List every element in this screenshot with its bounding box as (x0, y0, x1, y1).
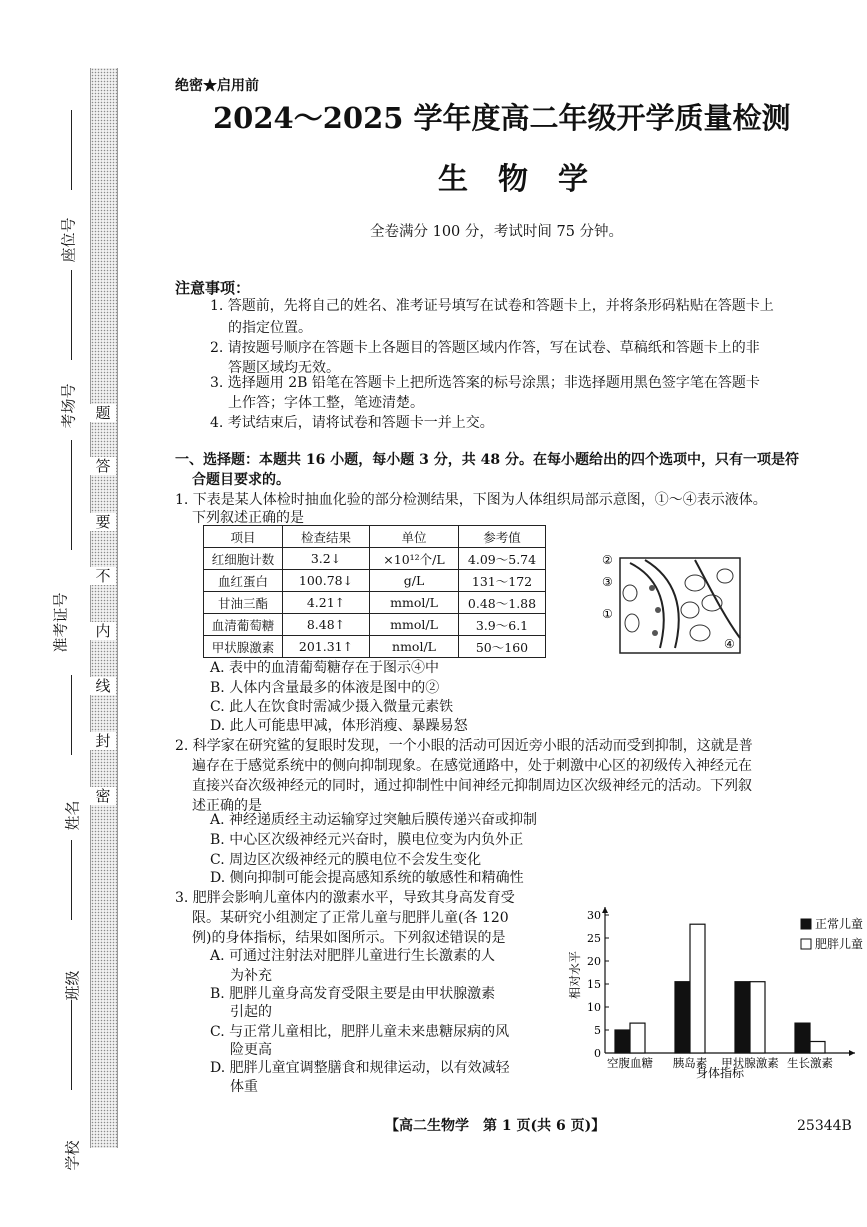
secret-mark: 绝密★启用前 (175, 78, 259, 94)
blood-cell (649, 585, 655, 591)
q3-bar-chart (565, 895, 865, 1085)
q1-option-d: D. 此人可能患甲减，体形消瘦、暴躁易怒 (210, 718, 468, 734)
table-cell: 4.21↑ (283, 592, 370, 614)
blood-cell (655, 607, 661, 613)
notice-line: 3. 选择题用 2B 铅笔在答题卡上把所选答案的标号涂黑；非选择题用黑色签字笔在答题卡 (210, 375, 760, 391)
q2-stem: 直接兴奋次级神经元的同时，通过抑制性中间神经元抑制周边区次级神经元的活动。下列叙 (192, 778, 752, 794)
q1-stem: 1. 下表是某人体检时抽血化验的部分检测结果，下图为人体组织局部示意图，①～④表示液体。 (175, 492, 767, 508)
room-label: 考场号 (59, 383, 78, 429)
name-label: 姓名 (63, 800, 82, 831)
school-label: 学校 (63, 1140, 82, 1171)
table-cell: 血红蛋白 (204, 570, 283, 592)
chart-ytick-label: 20 (587, 955, 601, 968)
section-heading: 一、选择题：本题共 16 小题，每小题 3 分，共 48 分。在每小题给出的四个选项中，只有一项是符 (175, 452, 799, 468)
seal-char: 要 (90, 513, 116, 531)
table-cell: 甘油三酯 (204, 592, 283, 614)
table-cell: 红细胞计数 (204, 548, 283, 570)
chart-bar (795, 1023, 810, 1053)
chart-ytick-label: 15 (587, 978, 601, 991)
legend-swatch-obese (801, 939, 811, 949)
table-header: 单位 (370, 526, 459, 548)
notice-line: 1. 答题前，先将自己的姓名、准考证号填写在试卷和答题卡上，并将条形码粘贴在答题卡上 (210, 298, 774, 314)
binding-strip (90, 68, 118, 1148)
blood-cell (652, 630, 658, 636)
score-info: 全卷满分 100 分，考试时间 75 分钟。 (370, 224, 624, 240)
chart-y-arrow (602, 907, 608, 913)
table-cell: 131～172 (459, 570, 546, 592)
chart-category-label: 甲状腺激素 (721, 1056, 779, 1070)
name-line (71, 675, 72, 755)
seal-char: 封 (90, 732, 116, 750)
seal-char: 题 (90, 404, 116, 422)
q2-option-c: C. 周边区次级神经元的膜电位不会发生变化 (210, 852, 482, 868)
q3-option-b-cont: 引起的 (230, 1004, 272, 1020)
room-line (71, 270, 72, 360)
chart-category-label: 胰岛素 (672, 1056, 708, 1070)
table-cell: 100.78↓ (283, 570, 370, 592)
figure-label: ① (602, 607, 613, 621)
chart-bar (630, 1023, 645, 1053)
q1-option-a: A. 表中的血清葡萄糖存在于图示④中 (210, 660, 440, 676)
chart-ytick-label: 25 (587, 932, 601, 945)
chart-bar (615, 1030, 630, 1053)
table-cell: mmol/L (370, 592, 459, 614)
table-cell: 201.31↑ (283, 636, 370, 658)
chart-bar (735, 982, 750, 1053)
seat-line (71, 110, 72, 190)
chart-xlabel: 身体指标 (695, 1066, 745, 1080)
notice-line: 上作答；字体工整，笔迹清楚。 (228, 395, 424, 411)
table-cell: 50～160 (459, 636, 546, 658)
q3-stem: 例)的身体指标，结果如图所示。下列叙述错误的是 (192, 930, 506, 946)
chart-ytick-label: 0 (594, 1047, 601, 1060)
q3-option-c-cont: 险更高 (230, 1042, 272, 1058)
table-cell: ×10¹²个/L (370, 548, 459, 570)
table-cell: nmol/L (370, 636, 459, 658)
footer-page: 【高二生物学 第 1 页(共 6 页)】 (385, 1118, 606, 1134)
ticket-label: 准考证号 (51, 592, 70, 653)
q3-option-b: B. 肥胖儿童身高发育受限主要是由甲状腺激素 (210, 986, 496, 1002)
figure-label: ④ (724, 637, 735, 651)
chart-category-label: 生长激素 (787, 1056, 833, 1070)
chart-bars (615, 924, 825, 1053)
q3-stem: 3. 肥胖会影响儿童体内的激素水平，导致其身高发育受 (175, 890, 515, 906)
table-header-row (204, 526, 546, 548)
chart-bar (675, 982, 690, 1053)
section-heading-cont: 合题目要求的。 (192, 472, 290, 488)
q2-option-b: B. 中心区次级神经元兴奋时，膜电位变为内负外正 (210, 832, 524, 848)
q3-option-a-cont: 为补充 (230, 968, 272, 984)
ticket-line (71, 440, 72, 550)
chart-bar (690, 924, 705, 1053)
notice-line: 4. 考试结束后，请将试卷和答题卡一并上交。 (210, 415, 494, 431)
page-title: 2024～2025 学年度高二年级开学质量检测 (213, 101, 791, 135)
q2-stem: 2. 科学家在研究鲨的复眼时发现，一个小眼的活动可因近旁小眼的活动而受到抑制，这就是普 (175, 738, 753, 754)
chart-ticks (587, 909, 609, 1060)
notice-line: 答题区域均无效。 (228, 360, 340, 376)
notice-line: 的指定位置。 (228, 320, 312, 336)
class-line (71, 840, 72, 920)
legend-normal: 正常儿童 (815, 917, 864, 931)
q1-option-b: B. 人体内含量最多的体液是图中的② (210, 680, 440, 696)
table-row (204, 636, 546, 658)
q3-option-d-cont: 体重 (230, 1079, 258, 1095)
figure-label: ③ (602, 575, 613, 589)
class-label: 班级 (63, 970, 82, 1001)
table-row (204, 614, 546, 636)
table-row (204, 570, 546, 592)
table-cell: 血清葡萄糖 (204, 614, 283, 636)
table-cell: 甲状腺激素 (204, 636, 283, 658)
chart-x-arrow (849, 1050, 855, 1056)
legend-obese: 肥胖儿童 (815, 937, 864, 951)
chart-ytick-label: 30 (587, 909, 601, 922)
table-header: 项目 (204, 526, 283, 548)
school-line (71, 1000, 72, 1090)
chart-ytick-label: 5 (594, 1024, 601, 1037)
chart-ylabel: 相对水平 (568, 950, 582, 1000)
results-table (203, 525, 546, 658)
seat-label: 座位号 (59, 217, 78, 263)
tissue-diagram (600, 548, 750, 660)
seal-char: 答 (90, 457, 116, 475)
seal-char: 不 (90, 567, 116, 585)
notice-line: 2. 请按题号顺序在答题卡上各题目的答题区域内作答，写在试卷、草稿纸和答题卡上的非 (210, 340, 760, 356)
seal-char: 内 (90, 622, 116, 640)
table-row (204, 592, 546, 614)
table-cell: g/L (370, 570, 459, 592)
q2-option-d: D. 侧向抑制可能会提高感知系统的敏感性和精确性 (210, 870, 524, 886)
q3-option-c: C. 与正常儿童相比，肥胖儿童未来患糖尿病的风 (210, 1024, 510, 1040)
subject-title: 生 物 学 (438, 162, 588, 197)
table-header: 检查结果 (283, 526, 370, 548)
q2-option-a: A. 神经递质经主动运输穿过突触后膜传递兴奋或抑制 (210, 812, 538, 828)
table-cell: 3.9～6.1 (459, 614, 546, 636)
q2-stem: 遍存在于感觉系统中的侧向抑制现象。在感觉通路中，处于刺激中心区的初级传入神经元在 (192, 758, 752, 774)
seal-char: 密 (90, 787, 116, 805)
seal-char: 线 (90, 677, 116, 695)
q3-option-d: D. 肥胖儿童宜调整膳食和规律运动，以有效减轻 (210, 1060, 510, 1076)
figure-label: ② (602, 553, 613, 567)
legend-swatch-normal (801, 919, 811, 929)
q1-stem-cont: 下列叙述正确的是 (192, 510, 304, 526)
chart-bar (750, 982, 765, 1053)
q3-option-a: A. 可通过注射法对肥胖儿童进行生长激素的人 (210, 948, 496, 964)
table-cell: 3.2↓ (283, 548, 370, 570)
footer-code: 25344B (797, 1118, 852, 1134)
q1-option-c: C. 此人在饮食时需减少摄入微量元素铁 (210, 699, 454, 715)
chart-category-label: 空腹血糖 (607, 1056, 653, 1070)
table-cell: mmol/L (370, 614, 459, 636)
table-cell: 0.48～1.88 (459, 592, 546, 614)
q2-stem: 述正确的是 (192, 798, 262, 814)
table-cell: 8.48↑ (283, 614, 370, 636)
chart-bar (810, 1042, 825, 1054)
table-row (204, 548, 546, 570)
q3-stem: 限。某研究小组测定了正常儿童与肥胖儿童(各 120 (192, 910, 509, 926)
notice-heading: 注意事项： (175, 279, 251, 297)
table-header: 参考值 (459, 526, 546, 548)
table-cell: 4.09～5.74 (459, 548, 546, 570)
chart-ytick-label: 10 (587, 1001, 601, 1014)
